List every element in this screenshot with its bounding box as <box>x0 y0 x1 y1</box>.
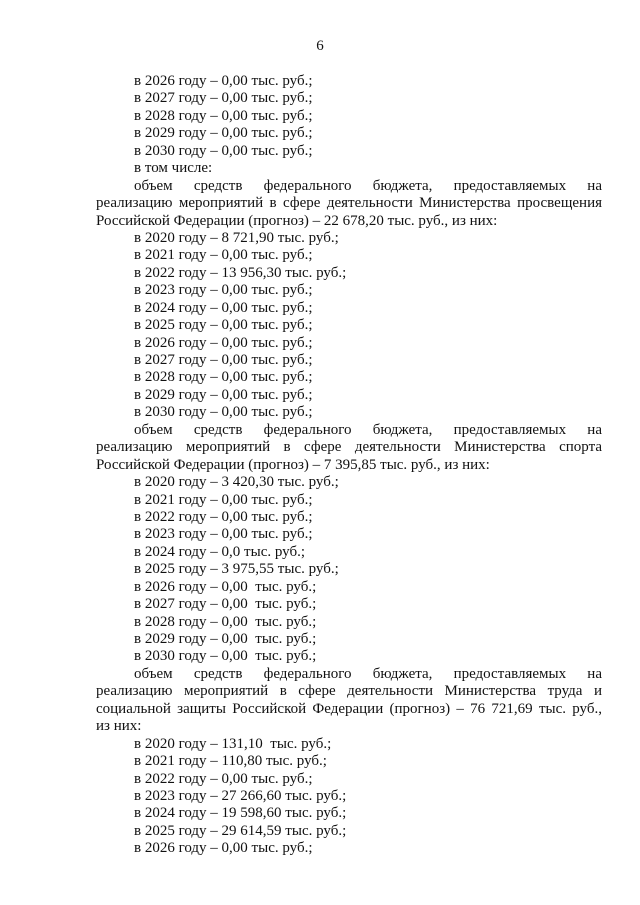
budget-year-line: в 2025 году – 3 975,55 тыс. руб.; <box>134 561 339 578</box>
budget-year-line: в 2028 году – 0,00 тыс. руб.; <box>134 369 313 386</box>
paragraph-line: реализацию мероприятий в сфере деятельности Министерства спорта <box>96 439 602 456</box>
budget-year-line: в 2024 году – 19 598,60 тыс. руб.; <box>134 805 347 822</box>
budget-year-line: в 2029 году – 0,00 тыс. руб.; <box>134 631 317 647</box>
budget-year-line: в 2024 году – 0,0 тыс. руб.; <box>134 543 306 560</box>
budget-year-line: в 2027 году – 0,00 тыс. руб.; <box>134 90 313 107</box>
paragraph-first-line: объем средств федерального бюджета, предоставляемых на <box>134 665 602 682</box>
budget-year-line: в 2026 году – 0,00 тыс. руб.; <box>134 840 313 857</box>
budget-year-line: в 2020 году – 131,10 тыс. руб.; <box>134 735 332 752</box>
budget-year-line: в 2023 году – 0,00 тыс. руб.; <box>134 282 313 299</box>
paragraph-last-line: Российской Федерации (прогноз) – 22 678,20 тыс. руб., из них: <box>96 212 498 229</box>
budget-year-line: в том числе: <box>134 160 213 177</box>
paragraph-last-line: Российской Федерации (прогноз) – 7 395,85 тыс. руб., из них: <box>96 456 490 473</box>
budget-year-line: в 2021 году – 0,00 тыс. руб.; <box>134 247 313 264</box>
budget-year-line: в 2023 году – 27 266,60 тыс. руб.; <box>134 787 347 804</box>
budget-year-line: в 2025 году – 29 614,59 тыс. руб.; <box>134 822 347 839</box>
budget-year-line: в 2021 году – 110,80 тыс. руб.; <box>134 753 327 770</box>
paragraph-first-line: объем средств федерального бюджета, предоставляемых на <box>134 177 602 194</box>
paragraph-line: социальной защиты Российской Федерации (прогноз) – 76 721,69 тыс. руб., <box>96 700 602 717</box>
budget-year-line: в 2022 году – 0,00 тыс. руб.; <box>134 508 313 525</box>
budget-year-line: в 2030 году – 0,00 тыс. руб.; <box>134 404 313 421</box>
budget-year-line: в 2025 году – 0,00 тыс. руб.; <box>134 317 313 334</box>
document-body <box>96 73 602 858</box>
budget-year-line: в 2022 году – 0,00 тыс. руб.; <box>134 770 313 787</box>
budget-year-line: в 2030 году – 0,00 тыс. руб.; <box>134 142 313 159</box>
budget-year-line: в 2028 году – 0,00 тыс. руб.; <box>134 613 317 630</box>
budget-year-line: в 2026 году – 0,00 тыс. руб.; <box>134 73 313 89</box>
paragraph-last-line: из них: <box>96 718 142 735</box>
budget-year-line: в 2026 году – 0,00 тыс. руб.; <box>134 334 313 351</box>
budget-year-line: в 2022 году – 13 956,30 тыс. руб.; <box>134 264 347 281</box>
budget-year-line: в 2027 году – 0,00 тыс. руб.; <box>134 352 313 368</box>
budget-year-line: в 2023 году – 0,00 тыс. руб.; <box>134 526 313 543</box>
budget-year-line: в 2020 году – 3 420,30 тыс. руб.; <box>134 474 339 491</box>
budget-year-line: в 2029 году – 0,00 тыс. руб.; <box>134 125 313 142</box>
budget-year-line: в 2026 году – 0,00 тыс. руб.; <box>134 578 317 595</box>
paragraph-first-line: объем средств федерального бюджета, предоставляемых на <box>134 421 602 438</box>
budget-year-line: в 2021 году – 0,00 тыс. руб.; <box>134 491 313 508</box>
budget-year-line: в 2029 году – 0,00 тыс. руб.; <box>134 386 313 403</box>
page-number: 6 <box>316 38 324 54</box>
paragraph-line: реализацию мероприятий в сфере деятельности Министерства труда и <box>96 683 602 700</box>
budget-year-line: в 2028 году – 0,00 тыс. руб.; <box>134 107 313 124</box>
budget-year-line: в 2030 году – 0,00 тыс. руб.; <box>134 648 317 665</box>
budget-year-line: в 2020 году – 8 721,90 тыс. руб.; <box>134 229 339 246</box>
paragraph-line: реализацию мероприятий в сфере деятельности Министерства просвещения <box>96 195 602 212</box>
budget-year-line: в 2024 году – 0,00 тыс. руб.; <box>134 299 313 316</box>
budget-year-line: в 2027 году – 0,00 тыс. руб.; <box>134 596 317 613</box>
